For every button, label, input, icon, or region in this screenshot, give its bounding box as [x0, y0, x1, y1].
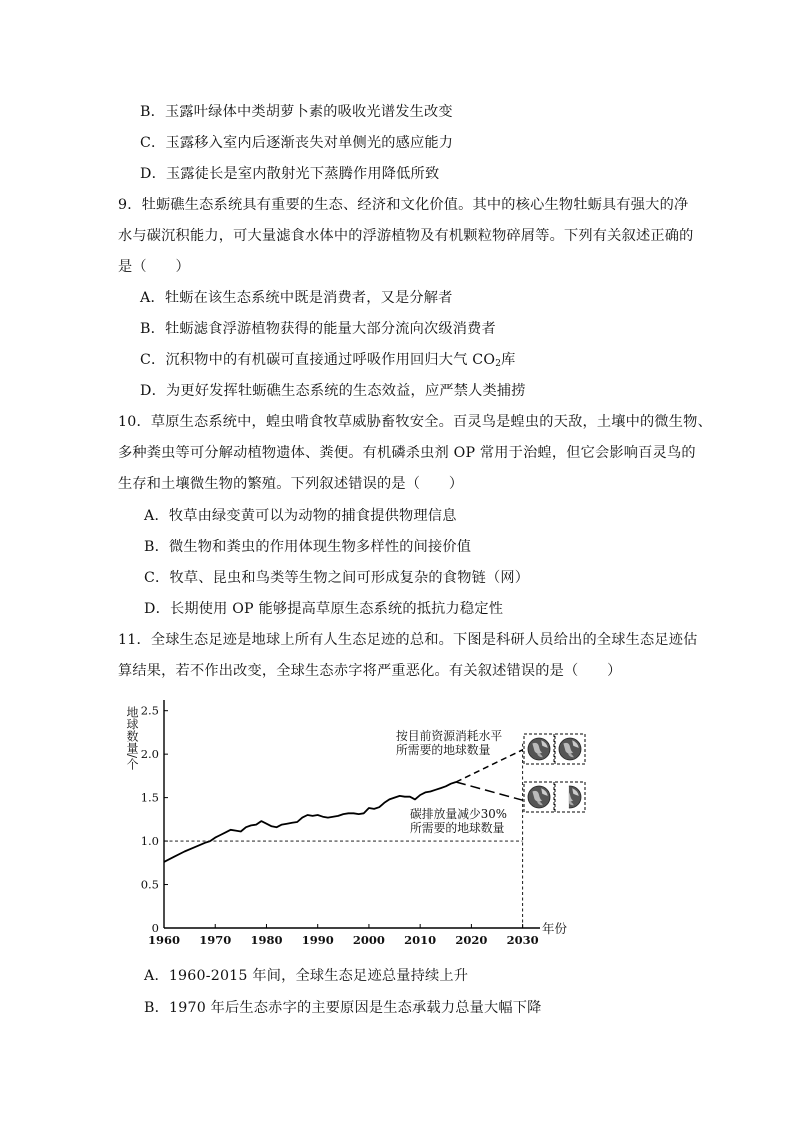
x-tick-label: 1980 [250, 933, 283, 947]
earth-globe-icon [559, 738, 581, 760]
q11-option-b: B．1970 年后生态赤字的主要原因是生态承载力总量大幅下降 [144, 1000, 542, 1016]
y-tick-label: 0.5 [140, 877, 159, 892]
x-tick-label: 2010 [404, 933, 437, 947]
q10-option-a: A．牧草由绿变黄可以为动物的捕食提供物理信息 [144, 508, 457, 524]
q9-stem-line-3: 是（ ） [118, 259, 190, 275]
annotation-2-line-1: 碳排放量减少30% [410, 807, 508, 821]
y-tick-label: 2.0 [140, 747, 159, 762]
co2-subscript: 2 [495, 359, 502, 369]
x-tick-label: 1960 [147, 933, 181, 947]
q10-stem-line-2: 多种粪虫等可分解动植物遗体、粪便。有机磷杀虫剂 OP 常用于治蝗，但它会影响百灵鸟的 [118, 445, 696, 461]
q9-option-d: D．为更好发挥牡蛎礁生态系统的生态效益，应严禁人类捕捞 [140, 383, 526, 399]
q9-stem-line-2: 水与碳沉积能力，可大量滤食水体中的浮游植物及有机颗粒物碎屑等。下列有关叙述正确的 [118, 228, 694, 244]
earth-globe-icon [528, 738, 550, 760]
y-tick-label: 0 [151, 921, 159, 935]
q10-option-c: C．牧草、昆虫和鸟类等生物之间可形成复杂的食物链（网） [144, 570, 530, 586]
chart-series [164, 750, 523, 862]
x-tick-label: 2020 [455, 933, 488, 947]
q10-stem-line-3: 生存和土壤微生物的繁殖。下列叙述错误的是（ ） [118, 476, 464, 492]
x-tick-label: 1970 [199, 933, 232, 947]
x-tick-label: 1990 [301, 933, 334, 947]
q11-stem-line-2: 算结果，若不作出改变，全球生态赤字将严重恶化。有关叙述错误的是（ ） [118, 663, 622, 679]
q10-option-d: D．长期使用 OP 能够提高草原生态系统的抵抗力稳定性 [144, 601, 504, 617]
q9-stem-line-1: 9．牡蛎礁生态系统具有重要的生态、经济和文化价值。其中的核心生物牡蛎具有强大的净 [118, 197, 689, 213]
annotation-1-line-2: 所需要的地球数量 [396, 743, 491, 757]
q8-option-c: C．玉露移入室内后逐渐丧失对单侧光的感应能力 [140, 135, 454, 151]
series-line-2 [456, 782, 523, 800]
chart-icons [524, 734, 585, 812]
y-tick-label: 1.5 [140, 790, 159, 805]
earth-globe-icon [528, 786, 550, 808]
q11-stem-line-1: 11．全球生态足迹是地球上所有人生态足迹的总和。下图是科研人员给出的全球生态足迹估 [118, 632, 698, 648]
y-axis-label: 地球数量/个 [125, 706, 139, 771]
q9-option-c: C．沉积物中的有机碳可直接通过呼吸作用回归大气 $CO_2$库 [140, 352, 516, 369]
q8-option-d: D．玉露徒长是室内散射光下蒸腾作用降低所致 [140, 166, 440, 182]
x-axis-label: 年份 [542, 921, 568, 936]
annotation-2-line-2: 所需要的地球数量 [410, 821, 505, 835]
annotation-1-line-1: 按目前资源消耗水平 [396, 729, 503, 743]
chart-labels [125, 705, 568, 936]
q10-option-b: B．微生物和粪虫的作用体现生物多样性的间接价值 [144, 539, 472, 555]
x-tick-label: 2000 [352, 933, 385, 947]
ecological-footprint-chart [118, 696, 598, 952]
q9-option-a: A．牡蛎在该生态系统中既是消费者，又是分解者 [140, 290, 453, 306]
x-tick-label: 2030 [506, 933, 539, 947]
q9-option-b: B．牡蛎滤食浮游植物获得的能量大部分流向次级消费者 [140, 321, 496, 337]
q11-option-a: A．1960-2015 年间，全球生态足迹总量持续上升 [144, 968, 469, 984]
y-tick-label: 2.5 [140, 703, 159, 718]
q8-option-b: B．玉露叶绿体中类胡萝卜素的吸收光谱发生改变 [140, 104, 453, 120]
y-tick-label: 1.0 [140, 834, 159, 849]
q10-stem-line-1: 10．草原生态系统中，蝗虫啃食牧草威胁畜牧安全。百灵鸟是蝗虫的天敌，土壤中的微生物、 [118, 414, 712, 430]
